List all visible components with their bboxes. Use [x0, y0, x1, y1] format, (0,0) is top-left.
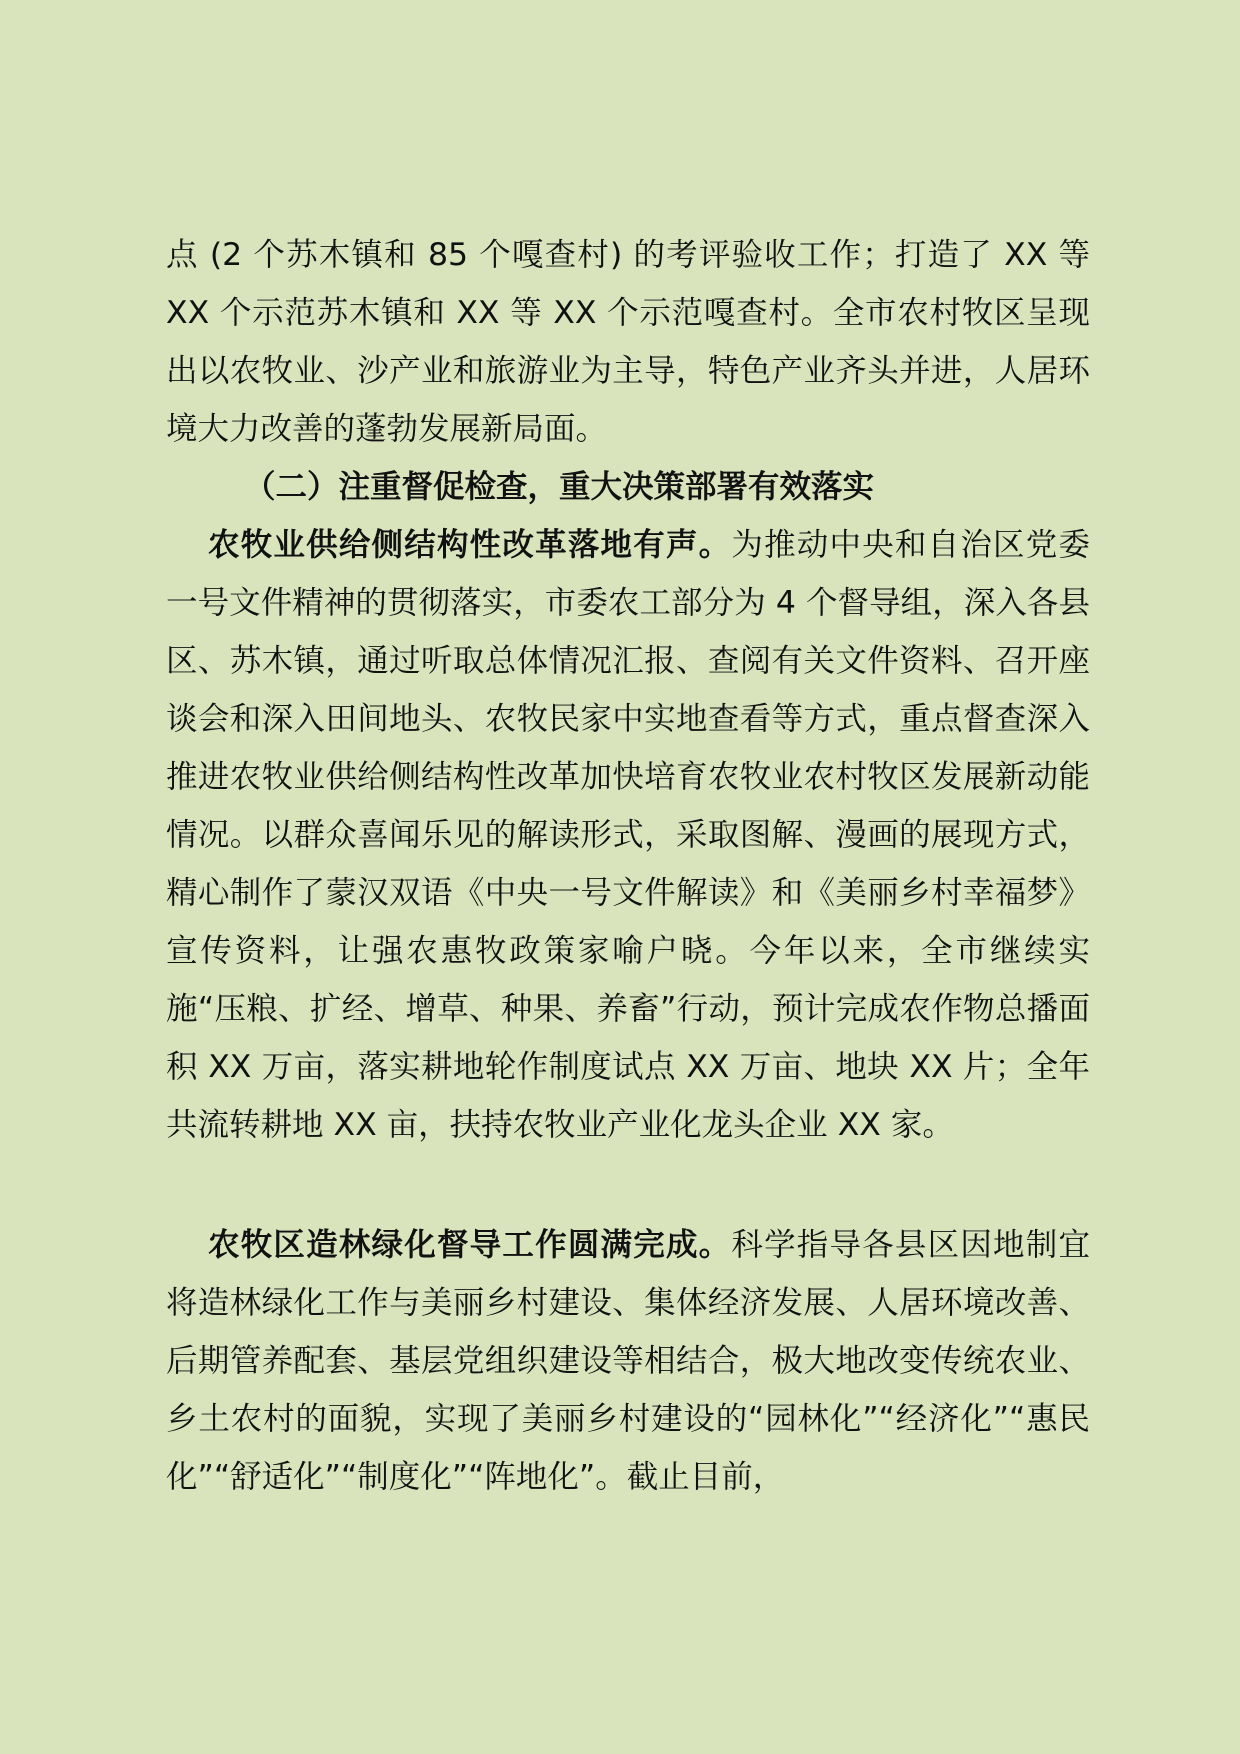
section-heading: [166, 458, 1090, 516]
paragraph-2-lead: 农牧业供给侧结构性改革落地有声。: [208, 527, 732, 563]
section-heading-text: （二）注重督促检查，重大决策部署有效落实: [244, 469, 875, 505]
paragraph-3-body: 科学指导各县区因地制宜将造林绿化工作与美丽乡村建设、集体经济发展、人居环境改善、后期管养配套、基层党组织建设等相结合，极大地改变传统农业、乡土农村的面貌，实现了美丽乡村建设的“园林化”“经济化”“惠民化”“舒适化”“制度化”“阵地化”。截止目前，: [166, 1227, 1090, 1495]
paragraph-2: [166, 516, 1090, 1154]
paragraph-2-body: 为推动中央和自治区党委一号文件精神的贯彻落实，市委农工部分为 4 个督导组，深入各县区、苏木镇，通过听取总体情况汇报、查阅有关文件资料、召开座谈会和深入田间地头、农牧民家中实地查看等方式，重点督查深入推进农牧业供给侧结构性改革加快培育农牧业农村牧区发展新动能情况。以群众喜闻乐见的解读形式，采取图解、漫画的展现方式，精心制作了蒙汉双语《中央一号文件解读》和《美丽乡村幸福梦》宣传资料，让强农惠牧政策家喻户晓。今年以来，全市继续实施“压粮、扩经、增草、种果、养畜”行动，预计完成农作物总播面积 XX 万亩，落实耕地轮作制度试点 XX 万亩、地块 XX 片；全年共流转耕地 XX 亩，扶持农牧业产业化龙头企业 XX 家。: [166, 527, 1090, 1143]
paragraph-1: 点 (2 个苏木镇和 85 个嘎查村) 的考评验收工作；打造了 XX 等 XX 个示范苏木镇和 XX 等 XX 个示范嘎查村。全市农村牧区呈现出以农牧业、沙产业和旅游业为主导，特色产业齐头并进，人居环境大力改善的蓬勃发展新局面。: [166, 237, 1090, 447]
paragraph-3: [166, 1216, 1090, 1506]
paragraph-3-lead: 农牧区造林绿化督导工作圆满完成。: [208, 1227, 732, 1263]
